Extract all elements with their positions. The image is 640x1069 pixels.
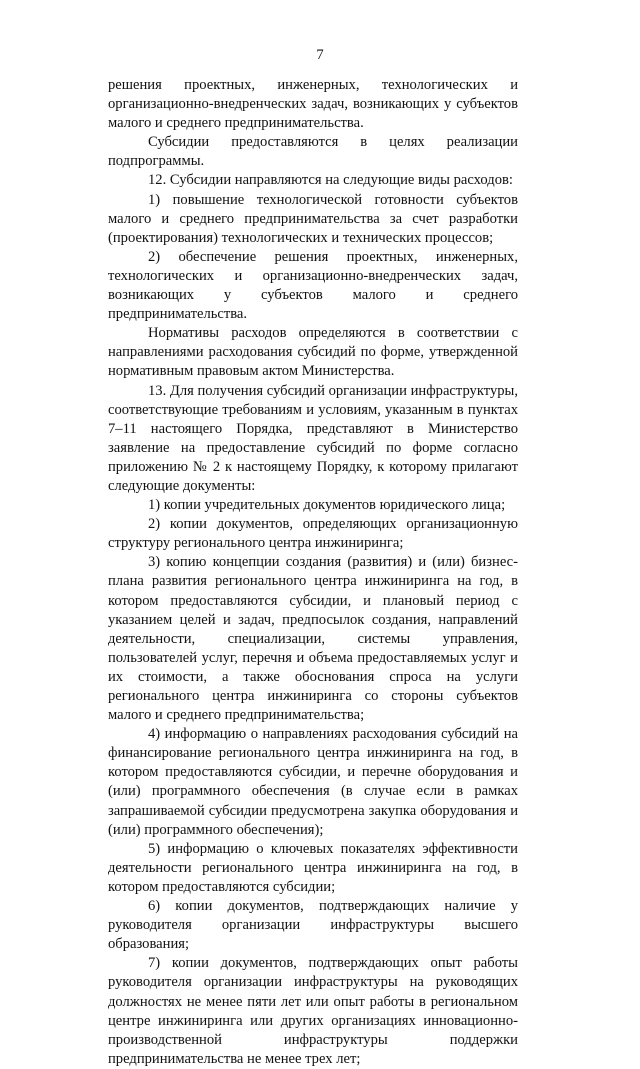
page-number: 7 — [316, 47, 324, 63]
paragraph-item-13-2: 2) копии документов, определяющих организационную структуру регионального центра инжиниринга; — [108, 516, 518, 552]
document-body — [108, 76, 518, 1069]
paragraph-item-13-5: 5) информацию о ключевых показателях эффективности деятельности регионального центра инжиниринга на год, в котором предоставляются субсидии; — [108, 840, 518, 895]
paragraph-expense-norms: Нормативы расходов определяются в соответствии с направлениями расходования субсидий по форме, утвержденной нормативным правовым актом Министерства. — [108, 325, 518, 380]
paragraph-item-13-3: 3) копию концепции создания (развития) и (или) бизнес-плана развития регионального центра инжиниринга на год, в котором предоставляются субсидии, и плановый период с указанием целей и задач, предпосылок создания, направлений деятельности, специализации, системы управления, пользователей услуг, перечня и объема предоставляемых услуг и их стоимости, а также обоснования спроса на услуги регионального центра инжиниринга со стороны субъектов малого и среднего предпринимательства; — [108, 554, 518, 724]
paragraph-item-13-7: 7) копии документов, подтверждающих опыт работы руководителя организации инфраструктуры на руководящих должностях не менее пяти лет или опыт работы в региональном центре инжиниринга или других организациях инновационно-производственной инфраструктуры поддержки предпринимательства не менее трех лет; — [108, 955, 518, 1067]
paragraph-item-13: 13. Для получения субсидий организации инфраструктуры, соответствующие требованиям и условиям, указанным в пунктах 7–11 настоящего Порядка, представляют в Министерство заявление на предоставление субсидий по форме согласно приложению № 2 к настоящему Порядку, к которому прилагают следующие документы: — [108, 382, 518, 494]
paragraph-subsidy-purpose: Субсидии предоставляются в целях реализации подпрограммы. — [108, 134, 518, 170]
paragraph-item-13-4: 4) информацию о направлениях расходования субсидий на финансирование регионального центра инжиниринга на год, в котором предоставляются субсидии, и перечне оборудования и (или) программного обеспечения (в случае если в рамках запрашиваемой субсидии предусмотрена закупка оборудования и (или) программного обеспечения); — [108, 726, 518, 838]
paragraph-item-13-1: 1) копии учредительных документов юридического лица; — [148, 497, 506, 514]
paragraph-continuation: решения проектных, инженерных, технологических и организационно-внедренческих задач, возникающих у субъектов малого и среднего предпринимательства. — [108, 77, 518, 132]
paragraph-item-12-2: 2) обеспечение решения проектных, инженерных, технологических и организационно-внедренческих задач, возникающих у субъектов малого и среднего предпринимательства. — [108, 248, 518, 323]
paragraph-item-13-6: 6) копии документов, подтверждающих наличие у руководителя организации инфраструктуры высшего образования; — [108, 898, 518, 953]
paragraph-item-12: 12. Субсидии направляются на следующие виды расходов: — [148, 172, 513, 189]
paragraph-item-12-1: 1) повышение технологической готовности субъектов малого и среднего предпринимательства за счет разработки (проектирования) технологических и технических процессов; — [108, 191, 518, 246]
